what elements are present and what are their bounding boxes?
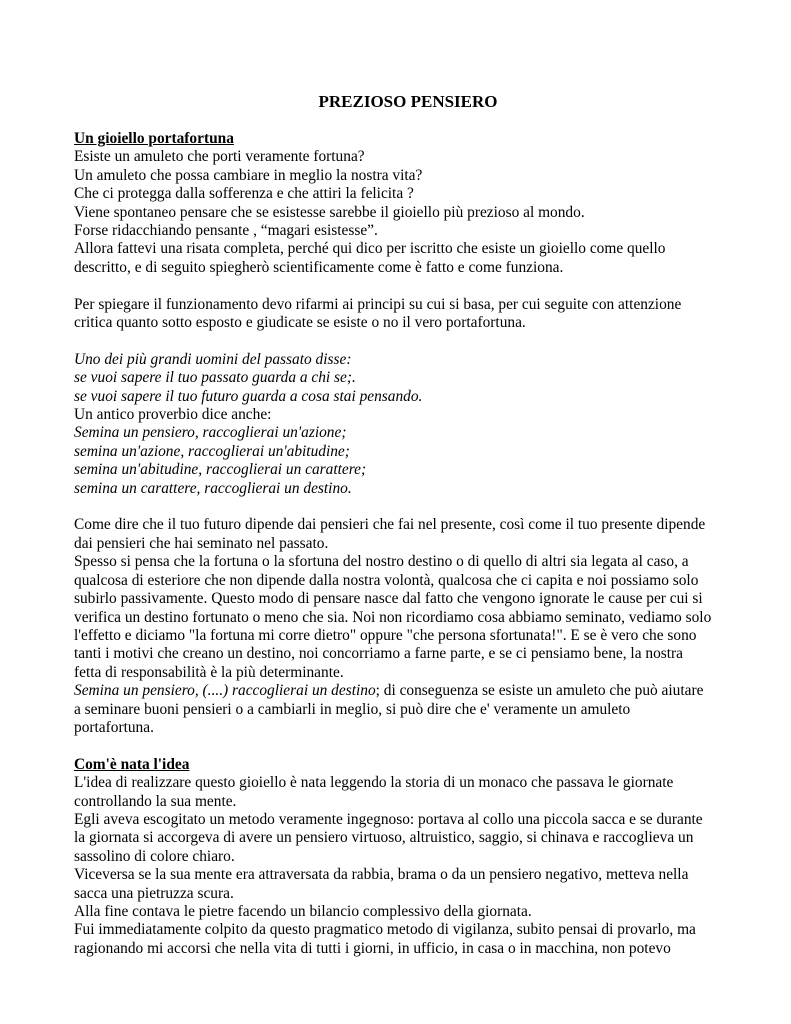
text-line: la giornata si accorgeva di avere un pensiero virtuoso, altruistico, saggio, si chinava e raccoglieva un (74, 829, 694, 847)
proverb-line: semina un'azione, raccoglierai un'abitudine; (74, 442, 350, 460)
quote-line: se vuoi sapere il tuo futuro guarda a cosa stai pensando. (74, 387, 423, 405)
proverb-line: Semina un pensiero, raccoglierai un'azione; (74, 424, 347, 442)
text-line: Egli aveva escogitato un metodo veramente ingegnoso: portava al collo una piccola sacca e se durante (74, 810, 703, 828)
text-line: Esiste un amuleto che porti veramente fortuna? (74, 148, 365, 166)
italic-phrase: Semina un pensiero, (....) raccoglierai un destino (74, 682, 376, 700)
text-line: a seminare buoni pensieri o a cambiarli in meglio, si può dire che e' veramente un amuleto (74, 700, 631, 718)
quote-line: se vuoi sapere il tuo passato guarda a chi se;. (74, 369, 356, 387)
paragraph-monk (74, 774, 724, 958)
paragraph-principles (74, 296, 724, 333)
document-title: PREZIOSO PENSIERO (318, 92, 498, 111)
text-line: qualcosa di esteriore che non dipende dalla nostra volontà, qualcosa che ci capita e noi possiamo solo (74, 571, 699, 589)
text-line: tanti i motivi che creano un destino, noi concorriamo a farne parte, e se ci pensiamo bene, la nostra (74, 645, 683, 663)
text-line: Allora fattevi una risata completa, perché qui dico per iscritto che esiste un gioiello come quello (74, 240, 666, 258)
text-line: descritto, e di seguito spiegherò scientificamente come è fatto e come funziona. (74, 258, 564, 276)
text-line: Forse ridacchiando pensante , “magari esistesse”. (74, 222, 378, 240)
text-line: l'effetto e diciamo "la fortuna mi corre dietro" oppure "che persona sfortunata!". E se è vero che sono (74, 626, 697, 644)
text-line: L'idea di realizzare questo gioiello è nata leggendo la storia di un monaco che passava le giornate (74, 774, 674, 792)
text-line: portafortuna. (74, 718, 154, 736)
text-line: Fui immediatamente colpito da questo pragmatico metodo di vigilanza, subito pensai di provarlo, ma (74, 921, 696, 939)
paragraph-destiny (74, 516, 724, 737)
text-line: dai pensieri che hai seminato nel passato. (74, 534, 329, 552)
text-line: verifica un destino fortunato o meno che sia. Noi non ricordiamo cosa abbiamo seminato, vediamo solo (74, 608, 712, 626)
text-line: Che ci protegga dalla sofferenza e che attiri la felicita ? (74, 185, 414, 203)
text-line: sassolino di colore chiaro. (74, 847, 235, 865)
text-line: Viene spontaneo pensare che se esistesse sarebbe il gioiello più prezioso al mondo. (74, 203, 585, 221)
document-page (74, 92, 724, 958)
proverb-line: semina un'abitudine, raccoglierai un carattere; (74, 461, 367, 479)
quote-line: Uno dei più grandi uomini del passato disse: (74, 350, 352, 368)
section-heading-idea: Com'è nata l'idea (74, 755, 190, 773)
text-line: Come dire che il tuo futuro dipende dai pensieri che fai nel presente, così come il tuo presente dipende (74, 516, 706, 534)
quote-block (74, 351, 724, 498)
text-line: Alla fine contava le pietre facendo un bilancio complessivo della giornata. (74, 903, 532, 920)
text-line: Per spiegare il funzionamento devo rifarmi ai principi su cui si basa, per cui seguite con attenzione (74, 295, 682, 313)
proverb-intro: Un antico proverbio dice anche: (74, 406, 272, 424)
text-line: controllando la sua mente. (74, 792, 237, 810)
text-line: fetta di responsabilità è la più determinante. (74, 663, 344, 681)
text-line: sacca una pietruzza scura. (74, 884, 234, 902)
text-line: Viceversa se la sua mente era attraversata da rabbia, brama o da un pensiero negativo, metteva nella (74, 866, 689, 884)
text-line: Un amuleto che possa cambiare in meglio la nostra vita? (74, 166, 423, 184)
paragraph-intro (74, 148, 724, 277)
text-line-mixed (74, 682, 724, 700)
text-line: critica quanto sotto esposto e giudicate se esiste o no il vero portafortuna. (74, 314, 526, 332)
text-span: ; di conseguenza se esiste un amuleto che può aiutare (375, 682, 704, 700)
section-heading-gioiello: Un gioiello portafortuna (74, 130, 234, 147)
text-line: Spesso si pensa che la fortuna o la sfortuna del nostro destino o di quello di altri sia legata al caso, a (74, 553, 689, 571)
text-line: subirlo passivamente. Questo modo di pensare nasce dal fatto che vengono ignorate le cause per cui si (74, 590, 703, 608)
proverb-line: semina un carattere, raccoglierai un destino. (74, 479, 352, 497)
text-line: ragionando mi accorsi che nella vita di tutti i giorni, in ufficio, in casa o in macchina, non potevo (74, 939, 671, 957)
